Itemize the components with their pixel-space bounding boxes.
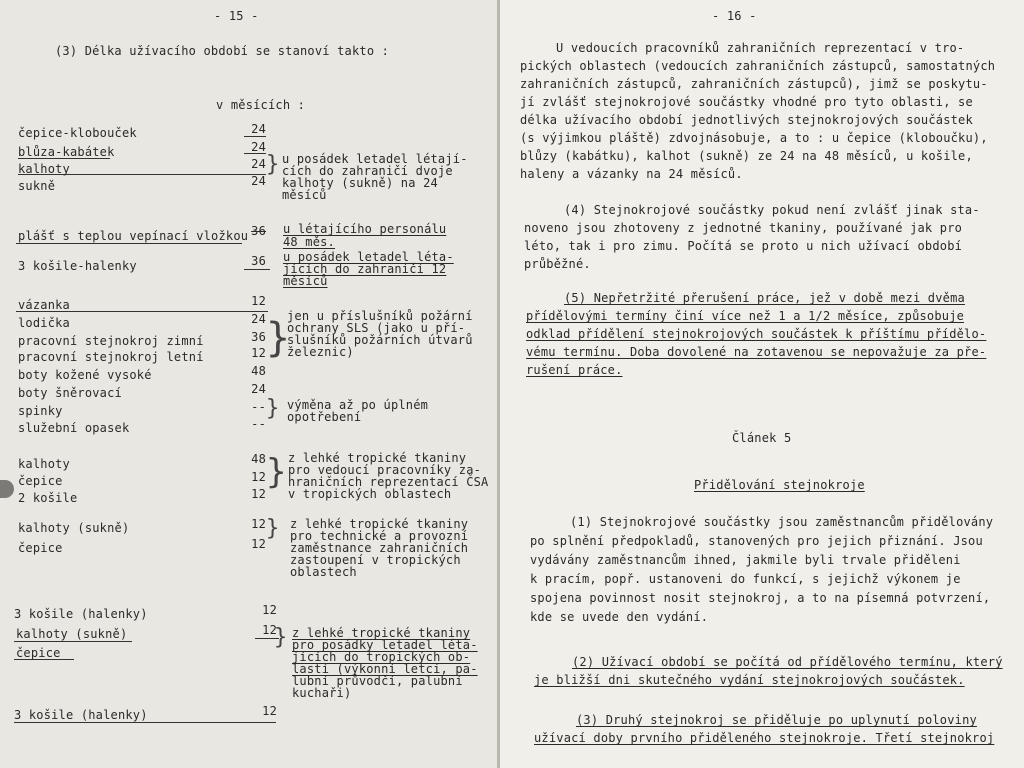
item-name: kalhoty [18,457,70,471]
item-name: čepice [18,541,63,555]
item-months: 12 [251,346,266,360]
underline [16,311,268,312]
item-name: spinky [18,404,63,418]
item-name: služební opasek [18,421,130,435]
note-line: cích do zahraničí dvoje [282,164,453,178]
underline [16,243,242,244]
underline [244,269,270,270]
note-line: lubní průvodčí, palubní [292,674,463,688]
note-line: z lehké tropické tkaniny [292,626,471,640]
note-line: měsíců [283,274,328,288]
underline [244,153,266,154]
note-line: z lehké tropické tkaniny [288,451,467,465]
note-line: měsíců [282,188,327,202]
punch-hole [0,480,14,498]
section-heading: (3) Délka užívacího období se stanoví takto : [55,44,390,58]
item-months: 12 [251,470,266,484]
item-months: 48 [251,364,266,378]
brace: } [274,625,288,650]
item-months: 24 [251,312,266,326]
right-page [500,0,1024,768]
text-line: přídělovými termíny činí více než 1 a 1/2 měsíce, způsobuje [526,309,965,323]
note-line: pro vedoucí pracovníky za- [288,463,482,477]
item-name: čepice [16,646,61,660]
item-name: boty kožené vysoké [18,368,152,382]
underline [18,158,110,159]
item-name: blůza-kabátek [18,145,115,159]
note-line: zaměstnance zahraničních [290,541,469,555]
note-line: oblastech [290,565,357,579]
brace: } [266,452,287,492]
text-line: vydávány zaměstnancům ihned, jakmile byli trvale přiděleni [530,553,961,567]
item-months: 24 [251,382,266,396]
note-line: u posádek letadel létají- [282,152,468,166]
item-name: sukně [18,179,56,193]
text-line: rušení práce. [526,363,623,377]
note-line: opotřebení [287,410,362,424]
item-name: 3 košile (halenky) [14,708,148,722]
note-line: slušníků požárních útvarů [287,333,473,347]
text-line: spojena povinnost nosit stejnokroj, a to na písemná potvrzení, [530,591,991,605]
underline [14,722,276,723]
text-line: jí zvlášť stejnokrojové součástky vhodné pro tyto oblasti, se [520,95,973,109]
item-name: kalhoty [18,162,70,176]
note-line: 48 měs. [283,235,335,249]
text-line: je bližší dni skutečného vydání stejnokrojových součástek. [534,673,965,687]
item-months: 12 [262,603,277,617]
note-line: železnic) [287,345,354,359]
text-line: kde se uvede den vydání. [530,610,709,624]
text-line: k pracím, popř. ustanoveni do funkcí, s jejichž výkonem je [530,572,961,586]
item-name: plášť s teplou vepínací vložkou [18,229,249,243]
note-line: z lehké tropické tkaniny [290,517,469,531]
page-number: - 16 - [712,9,757,23]
item-name: 3 košile-halenky [18,259,137,273]
text-line: (3) Druhý stejnokroj se přiděluje po uplynutí poloviny [576,713,977,727]
text-line: průběžné. [524,257,591,271]
note-line: jen u příslušníků požární [287,309,473,323]
text-line: odklad přídělení stejnokrojových součástek k příštímu přídělo- [526,327,987,341]
page-number: - 15 - [214,9,259,23]
item-name: vázanka [18,298,70,312]
article-number: Článek 5 [732,431,792,445]
note-line: kuchaři) [292,686,352,700]
item-name: kalhoty (sukně) [16,627,128,641]
text-line: (s výjimkou pláště) zdvojnásobuje, a to : u čepice (kloboučku), [520,131,988,145]
item-months: 12 [251,487,266,501]
article-title: Přidělování stejnokroje [694,478,865,492]
underline [18,174,266,175]
item-months: -- [251,400,266,414]
note-line: v tropických oblastech [288,487,452,501]
item-name: 3 košile (halenky) [14,607,148,621]
item-months: 24 [251,122,266,136]
text-line: haleny a vázanky na 24 měsíců. [520,167,743,181]
item-months: 12 [262,623,277,637]
item-months: 48 [251,452,266,466]
item-months: 36 [251,330,266,344]
item-months: 12 [251,294,266,308]
note-line: kalhoty (sukně) na 24 [282,176,438,190]
underline [14,641,132,642]
note-line: ochrany SLS (jako u pří- [287,321,466,335]
text-line: vému termínu. Doba dovolené na zotavenou se nepovažuje za pře- [526,345,987,359]
units-label: v měsících : [216,98,306,112]
note-line: pro technické a provozní [290,529,469,543]
note-line: hraničních reprezentací ČSA [288,475,489,489]
text-line: pických oblastech (vedoucích zahraničních zástupců, samostatných [520,59,996,73]
note-line: pro posádky letadel léta- [292,638,478,652]
item-months: 36 [251,224,266,238]
item-name: pracovní stejnokroj letní [18,350,204,364]
item-name: čepice-klobouček [18,126,137,140]
note-line: jících do zahraničí 12 [283,262,447,276]
brace: } [266,315,291,361]
item-months: -- [251,417,266,431]
item-name: čepice [18,474,63,488]
item-months: 24 [251,140,266,154]
note-line: u létajícího personálu [283,222,447,236]
item-months: 24 [251,157,266,171]
note-line: jících do tropických ob- [292,650,471,664]
item-months: 24 [251,174,266,188]
text-line: noveno jsou zhotoveny z jednotné tkaniny, používané jak pro [524,221,963,235]
item-name: pracovní stejnokroj zimní [18,334,204,348]
text-line: po splnění předpokladů, stanovených pro jejich přiznání. Jsou [530,534,983,548]
item-name: kalhoty (sukně) [18,521,130,535]
item-name: boty šněrovací [18,386,122,400]
text-line: (1) Stejnokrojové součástky jsou zaměstnancům přidělovány [570,515,994,529]
note-line: u posádek letadel léta- [283,250,454,264]
note-line: zastoupení v tropických [290,553,461,567]
underline [244,136,266,137]
text-line: U vedoucích pracovníků zahraničních reprezentací v tro- [556,41,965,55]
note-line: výměna až po úplném [287,398,429,412]
brace: } [266,516,280,541]
text-line: délka užívacího období jednotlivých stejnokrojových součástek [520,113,973,127]
brace: } [266,396,280,421]
item-months: 12 [251,537,266,551]
left-page [0,0,497,768]
brace: } [266,152,280,177]
text-line: zahraničních zástupců, zahraničních zástupců), jimž se poskytu- [520,77,988,91]
item-name: lodička [18,316,70,330]
item-months: 12 [251,517,266,531]
text-line: užívací doby prvního přiděleného stejnokroje. Třetí stejnokroj [534,731,995,745]
text-line: léto, tak i pro zimu. Počítá se proto u nich užívací období [524,239,963,253]
underline [14,659,74,660]
text-line: (4) Stejnokrojové součástky pokud není zvlášť jinak sta- [564,203,980,217]
text-line: (2) Užívací období se počítá od přídělového termínu, který [572,655,1003,669]
item-months: 36 [251,254,266,268]
item-name: 2 košile [18,491,78,505]
text-line: (5) Nepřetržité přerušení práce, jež v době mezi dvěma [564,291,965,305]
text-line: blůzy (kabátku), kalhot (sukně) ze 24 na 48 měsíců, u košile, [520,149,973,163]
item-months: 12 [262,704,277,718]
note-line: lastí (výkonní letci, pa- [292,662,478,676]
